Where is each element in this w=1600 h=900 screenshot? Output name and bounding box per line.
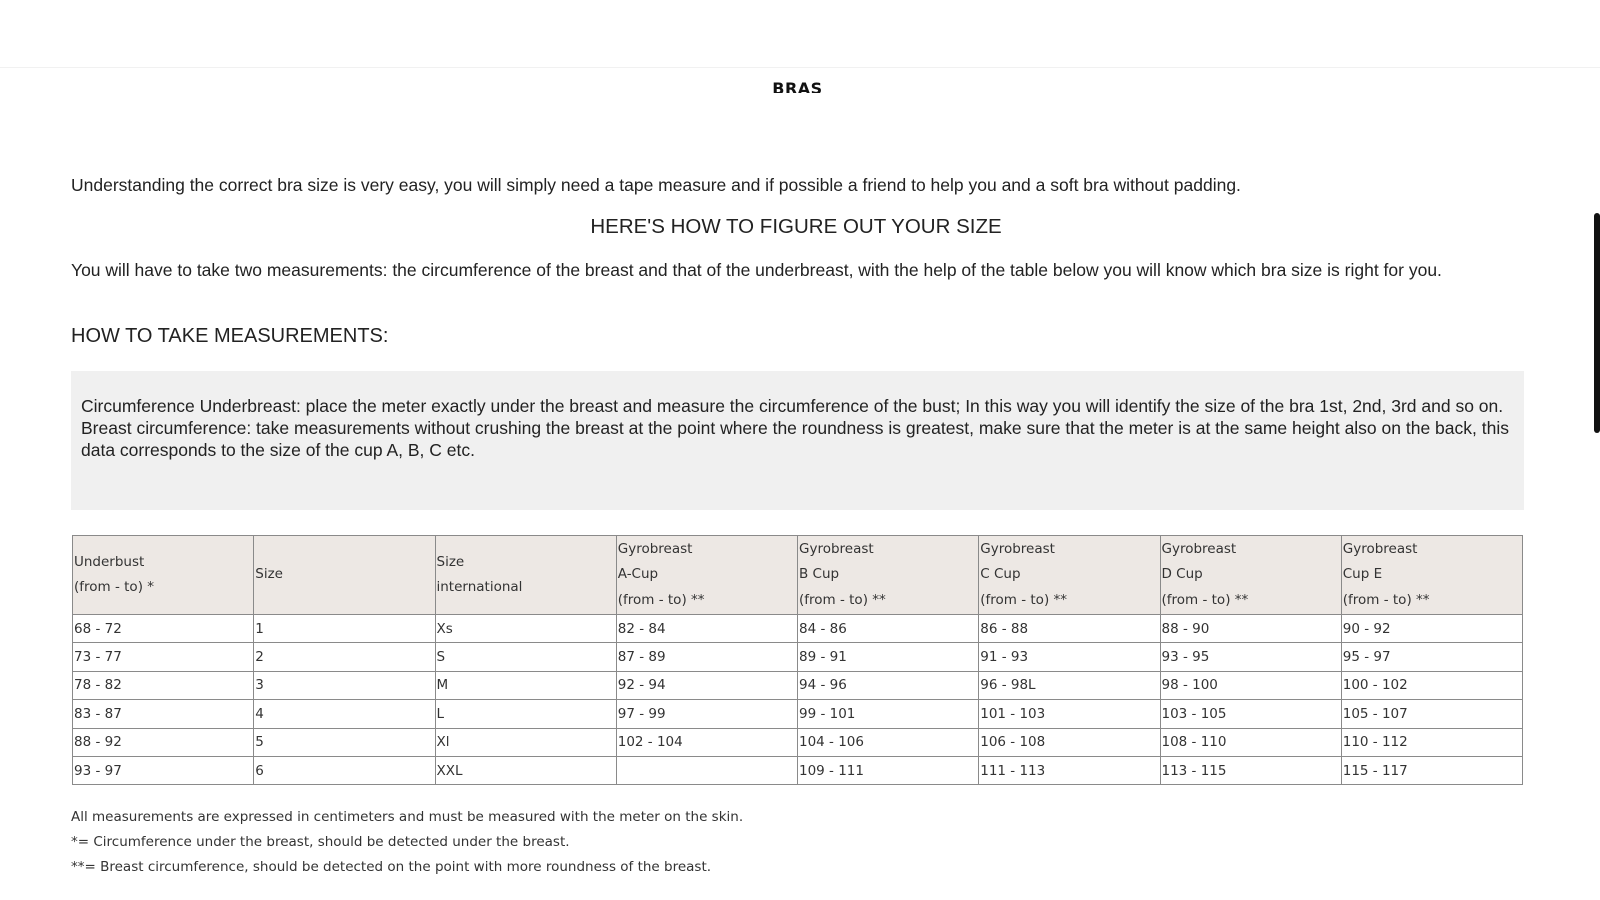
header-a-cup: Gyrobreast A-Cup (from - to) ** bbox=[616, 536, 797, 615]
table-cell: 99 - 101 bbox=[798, 700, 979, 728]
table-cell: 78 - 82 bbox=[73, 671, 254, 699]
table-cell: 1 bbox=[254, 615, 435, 643]
table-cell: 87 - 89 bbox=[616, 643, 797, 671]
how-to-take-measurements-heading: HOW TO TAKE MEASUREMENTS: bbox=[71, 325, 389, 347]
header-c-cup: Gyrobreast C Cup (from - to) ** bbox=[979, 536, 1160, 615]
table-cell: 101 - 103 bbox=[979, 700, 1160, 728]
table-row bbox=[73, 756, 1523, 784]
table-cell: 104 - 106 bbox=[798, 728, 979, 756]
top-header-bar bbox=[0, 0, 1600, 68]
table-cell: 4 bbox=[254, 700, 435, 728]
table-cell: L bbox=[435, 700, 616, 728]
table-cell: 93 - 95 bbox=[1160, 643, 1341, 671]
table-cell: M bbox=[435, 671, 616, 699]
table-cell: 82 - 84 bbox=[616, 615, 797, 643]
table-cell: 6 bbox=[254, 756, 435, 784]
table-cell: 5 bbox=[254, 728, 435, 756]
two-measurements-text: You will have to take two measurements: the circumference of the breast and that of the underbreast, with the help of the table below you will know which bra size is right for you. bbox=[71, 260, 1442, 280]
header-b-cup: Gyrobreast B Cup (from - to) ** bbox=[798, 536, 979, 615]
table-cell: 73 - 77 bbox=[73, 643, 254, 671]
table-cell: S bbox=[435, 643, 616, 671]
table-cell: 102 - 104 bbox=[616, 728, 797, 756]
table-cell: 115 - 117 bbox=[1341, 756, 1522, 784]
table-cell: 91 - 93 bbox=[979, 643, 1160, 671]
table-cell bbox=[616, 756, 797, 784]
table-cell: 103 - 105 bbox=[1160, 700, 1341, 728]
table-cell: 90 - 92 bbox=[1341, 615, 1522, 643]
bra-size-table bbox=[72, 535, 1523, 785]
table-cell: 109 - 111 bbox=[798, 756, 979, 784]
page-scrollbar-thumb[interactable] bbox=[1594, 213, 1600, 433]
table-cell: 92 - 94 bbox=[616, 671, 797, 699]
header-underbust: Underbust (from - to) * bbox=[73, 536, 254, 615]
table-cell: 88 - 90 bbox=[1160, 615, 1341, 643]
table-cell: 100 - 102 bbox=[1341, 671, 1522, 699]
table-cell: 68 - 72 bbox=[73, 615, 254, 643]
table-cell: 93 - 97 bbox=[73, 756, 254, 784]
header-size: Size bbox=[254, 536, 435, 615]
footnote-underbust: *= Circumference under the breast, should be detected under the breast. bbox=[71, 834, 570, 850]
header-size-international: Size international bbox=[435, 536, 616, 615]
table-row bbox=[73, 615, 1523, 643]
table-cell: 106 - 108 bbox=[979, 728, 1160, 756]
table-cell: 108 - 110 bbox=[1160, 728, 1341, 756]
table-row bbox=[73, 643, 1523, 671]
table-cell: 96 - 98L bbox=[979, 671, 1160, 699]
table-cell: 113 - 115 bbox=[1160, 756, 1341, 784]
table-cell: 94 - 96 bbox=[798, 671, 979, 699]
table-cell: 97 - 99 bbox=[616, 700, 797, 728]
table-cell: 83 - 87 bbox=[73, 700, 254, 728]
table-cell: 110 - 112 bbox=[1341, 728, 1522, 756]
measurement-instructions-box bbox=[71, 371, 1524, 510]
page-title: BRAS bbox=[772, 79, 823, 93]
header-d-cup: Gyrobreast D Cup (from - to) ** bbox=[1160, 536, 1341, 615]
table-cell: Xl bbox=[435, 728, 616, 756]
intro-text: Understanding the correct bra size is very easy, you will simply need a tape measure and if possible a friend to help you and a soft bra without padding. bbox=[71, 175, 1241, 195]
table-cell: 3 bbox=[254, 671, 435, 699]
table-cell: XXL bbox=[435, 756, 616, 784]
table-cell: 2 bbox=[254, 643, 435, 671]
how-to-figure-size-heading: HERE'S HOW TO FIGURE OUT YOUR SIZE bbox=[590, 215, 1002, 238]
breast-instruction: Breast circumference: take measurements without crushing the breast at the point where the roundness is greatest, make sure that the meter is at the same height also on the back, this data corresponds to the size of the cup A, B, C etc. bbox=[81, 418, 1509, 460]
header-e-cup: Gyrobreast Cup E (from - to) ** bbox=[1341, 536, 1522, 615]
table-row bbox=[73, 700, 1523, 728]
table-cell: 95 - 97 bbox=[1341, 643, 1522, 671]
table-cell: 86 - 88 bbox=[979, 615, 1160, 643]
table-cell: Xs bbox=[435, 615, 616, 643]
underbreast-instruction: Circumference Underbreast: place the meter exactly under the breast and measure the circumference of the bust; In this way you will identify the size of the bra 1st, 2nd, 3rd and so on. bbox=[81, 396, 1504, 416]
table-cell: 105 - 107 bbox=[1341, 700, 1522, 728]
footnote-breast: **= Breast circumference, should be detected on the point with more roundness of the breast. bbox=[71, 859, 712, 875]
footnote-units: All measurements are expressed in centimeters and must be measured with the meter on the skin. bbox=[71, 809, 744, 825]
table-cell: 98 - 100 bbox=[1160, 671, 1341, 699]
table-row bbox=[73, 671, 1523, 699]
table-cell: 111 - 113 bbox=[979, 756, 1160, 784]
table-cell: 88 - 92 bbox=[73, 728, 254, 756]
table-cell: 89 - 91 bbox=[798, 643, 979, 671]
table-header-row bbox=[73, 536, 1523, 615]
table-row bbox=[73, 728, 1523, 756]
footnotes bbox=[71, 805, 743, 880]
table-cell: 84 - 86 bbox=[798, 615, 979, 643]
